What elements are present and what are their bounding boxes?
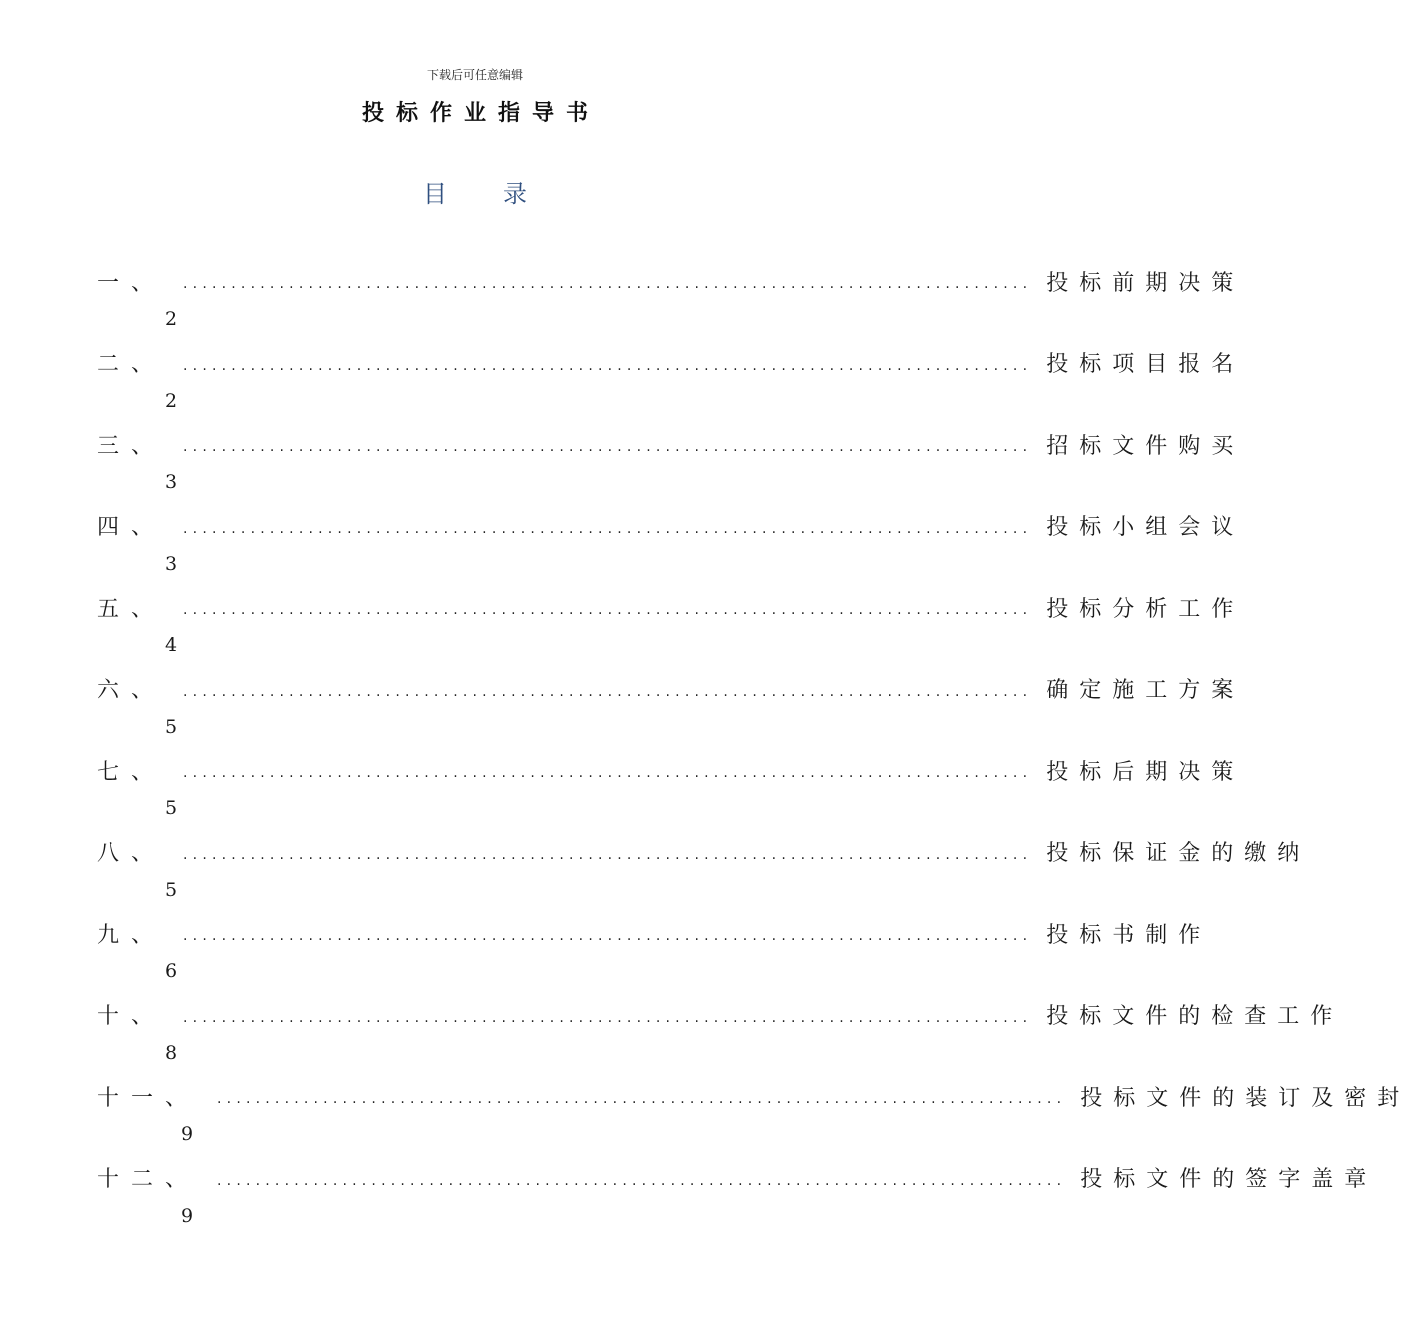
toc-dot-leader: ........................................................................................ (183, 602, 1033, 618)
toc-dot-leader: ........................................................................................ (183, 439, 1033, 455)
toc-entry-number: 二、 (97, 352, 166, 377)
toc-entry-page: 2 (165, 389, 178, 412)
toc-entry-number: 七、 (97, 759, 166, 785)
table-of-contents (0, 264, 1410, 1242)
toc-dot-leader: ........................................................................................ (217, 1172, 1067, 1189)
download-note: 下载后可任意编辑 (426, 68, 523, 82)
toc-entry-page: 3 (165, 471, 178, 493)
toc-entry[interactable] (0, 509, 1245, 591)
toc-entry-page: 4 (165, 634, 178, 656)
toc-entry-number: 四、 (97, 515, 166, 540)
toc-dot-leader: ........................................................................................ (183, 520, 1033, 537)
toc-dot-leader: ........................................................................................ (183, 276, 1033, 292)
toc-entry[interactable] (0, 998, 1344, 1080)
toc-entry[interactable] (0, 753, 1245, 835)
toc-entry[interactable] (0, 916, 1212, 998)
toc-entry-page: 2 (165, 308, 178, 330)
toc-dot-leader: ........................................................................................ (183, 765, 1033, 781)
toc-heading: 目录 (423, 180, 583, 208)
toc-entry-page: 3 (165, 552, 178, 575)
toc-entry[interactable] (0, 1161, 1378, 1243)
toc-dot-leader: ........................................................................................ (183, 1009, 1033, 1026)
toc-entry-page: 5 (165, 797, 178, 819)
toc-entry[interactable] (0, 346, 1245, 428)
toc-entry-number: 八、 (97, 841, 166, 866)
toc-entry-title: 投标书制作 (1046, 922, 1212, 948)
toc-entry-title: 投标前期决策 (1046, 270, 1245, 296)
toc-entry[interactable] (0, 264, 1245, 346)
toc-entry-number: 十一、 (97, 1085, 200, 1111)
toc-entry-number: 十二、 (97, 1167, 200, 1192)
toc-entry-page: 6 (165, 960, 178, 982)
toc-entry-page: 8 (165, 1041, 178, 1064)
toc-entry-title: 招标文件购买 (1046, 433, 1245, 459)
toc-entry[interactable] (0, 672, 1245, 754)
toc-entry-page: 9 (181, 1204, 194, 1227)
toc-entry-page: 5 (165, 715, 178, 738)
toc-entry-title: 投标文件的检查工作 (1046, 1004, 1344, 1029)
toc-dot-leader: ........................................................................................ (217, 1091, 1067, 1107)
toc-entry-number: 五、 (97, 596, 166, 622)
toc-entry-title: 投标文件的签字盖章 (1080, 1167, 1378, 1192)
toc-entry[interactable] (0, 1079, 1410, 1161)
toc-entry-title: 投标后期决策 (1046, 759, 1245, 785)
toc-entry-title: 确定施工方案 (1046, 678, 1245, 703)
toc-dot-leader: ........................................................................................ (183, 846, 1033, 863)
toc-entry-title: 投标项目报名 (1046, 352, 1245, 377)
toc-entry-page: 9 (181, 1123, 194, 1145)
toc-entry-title: 投标文件的装订及密封 (1080, 1085, 1410, 1111)
toc-entry[interactable] (0, 835, 1311, 917)
toc-entry-number: 一、 (97, 270, 166, 296)
toc-entry-page: 5 (165, 878, 178, 901)
toc-entry[interactable] (0, 427, 1245, 509)
toc-dot-leader: ........................................................................................ (183, 928, 1033, 944)
toc-entry-title: 投标分析工作 (1046, 596, 1245, 622)
toc-dot-leader: ........................................................................................ (183, 683, 1033, 700)
toc-entry-title: 投标保证金的缴纳 (1046, 841, 1311, 866)
toc-dot-leader: ........................................................................................ (183, 357, 1033, 374)
toc-entry[interactable] (0, 590, 1245, 672)
toc-entry-number: 六、 (97, 678, 166, 703)
toc-entry-number: 九、 (97, 922, 166, 948)
toc-entry-number: 十、 (97, 1004, 166, 1029)
toc-entry-number: 三、 (97, 433, 166, 459)
toc-entry-title: 投标小组会议 (1046, 515, 1245, 540)
document-title: 投标作业指导书 (361, 101, 600, 126)
